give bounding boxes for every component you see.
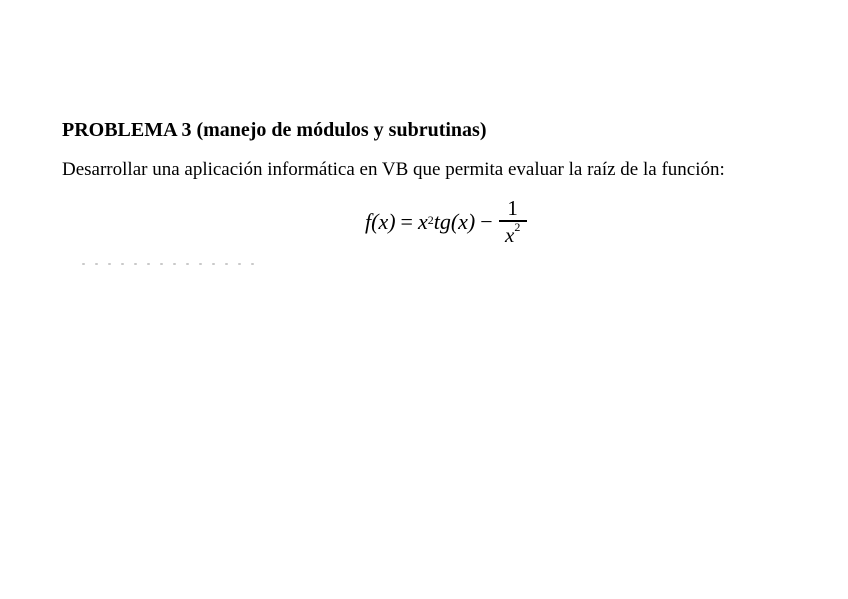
problem-statement: Desarrollar una aplicación informática en VB que permita evaluar la raíz de la función:	[62, 159, 725, 180]
formula-lhs: f(x)	[365, 209, 396, 234]
formula-fraction	[499, 196, 527, 247]
formula-minus: −	[480, 209, 493, 234]
denominator-exponent: 2	[514, 219, 521, 234]
denominator-base: x	[505, 222, 515, 247]
formula-func: tg(x)	[433, 209, 476, 234]
formula-equals: =	[400, 209, 413, 234]
function-formula: f(x) = x $^2$ tg(x) − $\frac{1}{x^2}$	[365, 192, 527, 252]
fraction-denominator	[505, 219, 521, 248]
faint-scan-marks	[82, 263, 272, 267]
problem-title: PROBLEMA 3 (manejo de módulos y subrutinas)	[62, 119, 487, 141]
fraction-numerator: 1	[507, 196, 518, 221]
formula-base: x	[417, 209, 428, 234]
